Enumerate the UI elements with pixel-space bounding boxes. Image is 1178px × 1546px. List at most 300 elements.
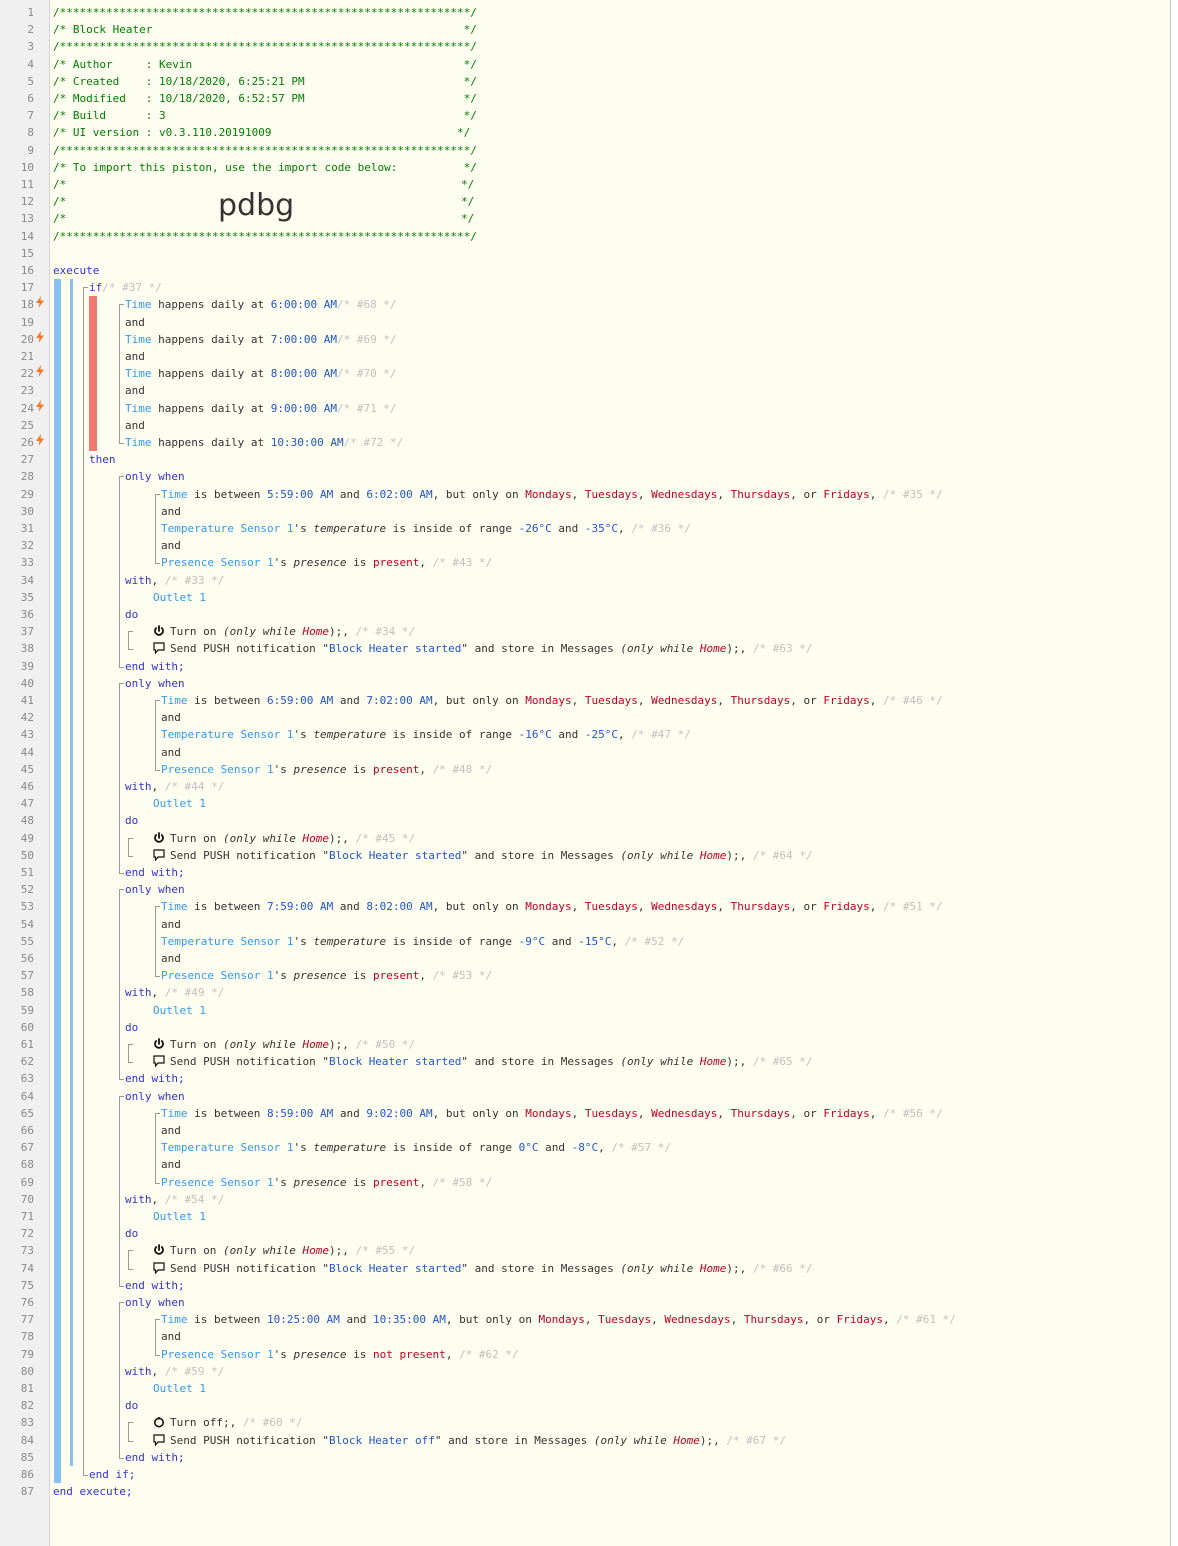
trigger-operator: happens daily at bbox=[151, 367, 271, 381]
trigger-time: 9:00:00 AM bbox=[270, 401, 337, 415]
store-text: " and store in Messages bbox=[461, 848, 621, 862]
day-wednesday: Wednesdays bbox=[651, 900, 718, 914]
condition-operator: is between bbox=[187, 1106, 267, 1120]
space: , bbox=[869, 900, 883, 914]
end-with-keyword: end with; bbox=[125, 1072, 185, 1086]
line-number: 81 bbox=[20, 1382, 34, 1395]
indent-guide bbox=[128, 1422, 133, 1441]
notification-message: Block Heater started bbox=[328, 848, 462, 862]
action-line bbox=[153, 1260, 812, 1277]
mode-home: Home bbox=[699, 1055, 727, 1069]
statement-id: /* #56 */ bbox=[882, 1106, 943, 1120]
header-rule: /**************************************************************/ bbox=[53, 40, 477, 54]
day-monday: Mondays bbox=[525, 900, 572, 914]
line-number: 38 bbox=[20, 642, 34, 656]
header-line bbox=[53, 228, 477, 245]
turn-on-command: Turn on bbox=[170, 1038, 223, 1051]
line-number: 52 bbox=[20, 883, 34, 897]
and-keyword: and bbox=[161, 1330, 181, 1344]
trigger-time: 8:00:00 AM bbox=[270, 367, 337, 381]
and-text: and bbox=[333, 694, 367, 707]
end-with-keyword: end with; bbox=[125, 866, 185, 879]
range-high: -15°C bbox=[578, 934, 612, 948]
line-number: 4 bbox=[27, 57, 34, 71]
possessive: 's bbox=[273, 762, 294, 776]
line-number: 26 bbox=[20, 436, 34, 449]
code-line bbox=[125, 417, 145, 434]
space: , bbox=[618, 522, 632, 535]
restriction-text: , but only on bbox=[445, 1313, 539, 1327]
day-tuesday: Tuesdays bbox=[584, 900, 638, 914]
presence-value: present bbox=[372, 1175, 420, 1189]
time-operand: Time bbox=[125, 367, 152, 381]
statement-id: /* #71 */ bbox=[336, 401, 397, 415]
space: , bbox=[151, 780, 165, 793]
day-thursday: Thursdays bbox=[730, 487, 791, 501]
statement-id: /* #51 */ bbox=[882, 900, 943, 914]
line-number: 61 bbox=[20, 1038, 34, 1051]
turn-on-command: Turn on bbox=[170, 625, 223, 639]
possessive: 's bbox=[293, 934, 314, 948]
header-line bbox=[461, 193, 474, 210]
code-line bbox=[125, 1363, 224, 1380]
power-icon bbox=[153, 1038, 165, 1050]
action-line bbox=[153, 1053, 812, 1070]
line-number: 27 bbox=[20, 453, 34, 467]
device-line bbox=[153, 1208, 206, 1225]
space: , bbox=[419, 969, 433, 983]
statement-id: /* #59 */ bbox=[164, 1364, 225, 1378]
presence-sensor-device: Presence Sensor 1 bbox=[161, 762, 274, 776]
header-rule: /**************************************************************/ bbox=[53, 6, 477, 19]
restriction-open: (only while bbox=[620, 642, 700, 656]
code-line bbox=[125, 382, 145, 399]
restriction-open: (only while bbox=[620, 1055, 700, 1069]
statement-id: /* #45 */ bbox=[355, 831, 416, 845]
line-number: 48 bbox=[20, 814, 34, 828]
line-number: 2 bbox=[27, 23, 34, 37]
line-number: 53 bbox=[20, 900, 34, 914]
header-line bbox=[53, 176, 66, 193]
code-line bbox=[125, 572, 224, 589]
separator: , bbox=[717, 694, 731, 707]
condition-line bbox=[161, 761, 492, 778]
line-number: 28 bbox=[20, 470, 34, 484]
day-monday: Mondays bbox=[525, 694, 572, 707]
condition-operator: is bbox=[346, 1347, 373, 1361]
space: , bbox=[342, 625, 356, 639]
outlet-device: Outlet 1 bbox=[153, 1003, 206, 1017]
condition-line bbox=[161, 967, 492, 984]
time-operand: Time bbox=[125, 332, 152, 346]
and-text: and bbox=[333, 900, 367, 914]
line-number: 44 bbox=[20, 745, 34, 759]
outlet-device: Outlet 1 bbox=[153, 1382, 206, 1395]
start-time: 8:59:00 AM bbox=[266, 1106, 334, 1120]
trigger-line bbox=[125, 400, 397, 417]
action-line bbox=[153, 623, 415, 640]
line-number: 22 bbox=[20, 367, 34, 381]
separator: , bbox=[637, 694, 652, 707]
indent-guide bbox=[128, 1044, 133, 1063]
message-icon bbox=[153, 1434, 165, 1446]
push-command: Send PUSH notification " bbox=[170, 1433, 329, 1447]
space: , bbox=[151, 986, 165, 1000]
and-keyword: and bbox=[125, 315, 145, 329]
day-monday: Mondays bbox=[538, 1313, 585, 1327]
line-number: 59 bbox=[20, 1003, 34, 1017]
space: , bbox=[229, 1416, 243, 1430]
only-when-keyword: only when bbox=[125, 883, 185, 897]
execute-block-bar bbox=[54, 279, 61, 1483]
header-line bbox=[53, 56, 477, 73]
presence-sensor-device: Presence Sensor 1 bbox=[161, 1175, 274, 1189]
line-number: 78 bbox=[20, 1330, 34, 1344]
mode-home: Home bbox=[673, 1433, 700, 1447]
day-friday: Fridays bbox=[823, 900, 870, 914]
attribute-presence: presence bbox=[293, 1175, 347, 1189]
line-number: 51 bbox=[20, 866, 34, 879]
time-operand: Time bbox=[161, 1313, 188, 1327]
end-time: 8:02:00 AM bbox=[366, 900, 433, 914]
day-friday: Fridays bbox=[823, 487, 870, 501]
code-line bbox=[125, 314, 145, 331]
condition-line bbox=[161, 520, 691, 537]
temperature-sensor-device: Temperature Sensor 1 bbox=[161, 522, 294, 535]
possessive: 's bbox=[293, 1141, 314, 1155]
line-number: 63 bbox=[20, 1072, 34, 1086]
line-number: 13 bbox=[20, 212, 34, 226]
attribute-presence: presence bbox=[293, 762, 347, 776]
action-line bbox=[153, 1242, 415, 1259]
indent-guide bbox=[119, 889, 124, 1080]
indent-guide bbox=[155, 700, 160, 771]
code-line bbox=[125, 606, 138, 623]
condition-operator: is between bbox=[187, 900, 267, 914]
attribute-temperature: temperature bbox=[313, 522, 387, 535]
line-number: 16 bbox=[20, 264, 34, 277]
code-line bbox=[125, 1294, 185, 1311]
message-icon bbox=[153, 1055, 165, 1067]
statement-id: /* #48 */ bbox=[432, 762, 493, 776]
day-wednesday: Wednesdays bbox=[664, 1313, 731, 1327]
mode-home: Home bbox=[699, 642, 727, 656]
import-note: /* To import this piston, use the import code below: */ bbox=[53, 160, 477, 174]
line-number: 80 bbox=[20, 1364, 34, 1378]
line-number: 29 bbox=[20, 487, 34, 501]
restriction-close: ); bbox=[726, 848, 740, 862]
line-number: 46 bbox=[20, 780, 34, 793]
header-line bbox=[461, 176, 474, 193]
range-high: -35°C bbox=[584, 522, 619, 535]
statement-id: /* #63 */ bbox=[752, 642, 813, 656]
turn-on-command: Turn on bbox=[170, 1244, 223, 1258]
notification-message: Block Heater started bbox=[328, 1261, 462, 1275]
condition-operator: is inside of range bbox=[386, 522, 519, 535]
action-line bbox=[153, 847, 812, 864]
and-keyword: and bbox=[161, 1158, 181, 1172]
statement-id: /* #34 */ bbox=[355, 625, 416, 639]
line-number: 84 bbox=[20, 1433, 34, 1447]
range-low: 0°C bbox=[518, 1141, 539, 1155]
space: , bbox=[739, 848, 753, 862]
range-high: -25°C bbox=[584, 728, 619, 742]
line-number: 60 bbox=[20, 1020, 34, 1034]
code-line bbox=[161, 744, 181, 761]
push-command: Send PUSH notification " bbox=[170, 848, 329, 862]
do-keyword: do bbox=[125, 1399, 139, 1413]
line-number: 41 bbox=[20, 694, 34, 707]
statement-id: /* #66 */ bbox=[752, 1261, 813, 1275]
header-line bbox=[53, 90, 477, 107]
and-text: and bbox=[551, 728, 585, 742]
with-keyword: with bbox=[125, 780, 152, 793]
time-operand: Time bbox=[125, 401, 152, 415]
line-number: 18 bbox=[20, 298, 34, 312]
statement-id: /* #50 */ bbox=[355, 1038, 416, 1051]
device-line bbox=[153, 1002, 206, 1019]
space: , bbox=[419, 1175, 433, 1189]
separator: , bbox=[584, 1313, 599, 1327]
condition-line bbox=[161, 1139, 671, 1156]
trigger-bolt-icon bbox=[36, 296, 44, 313]
line-number: 25 bbox=[20, 418, 34, 432]
condition-line bbox=[161, 486, 943, 503]
power-off-icon bbox=[153, 1416, 165, 1428]
only-when-keyword: only when bbox=[125, 1089, 185, 1103]
range-high: -8°C bbox=[571, 1141, 599, 1155]
and-keyword: and bbox=[161, 504, 181, 518]
end-with-keyword: end with; bbox=[125, 1278, 185, 1292]
statement-id: /* #60 */ bbox=[242, 1416, 303, 1430]
line-number: 47 bbox=[20, 797, 34, 811]
line-number: 8 bbox=[27, 126, 34, 140]
restriction-close: ); bbox=[726, 1055, 740, 1069]
indent-guide bbox=[128, 1250, 133, 1269]
line-number: 72 bbox=[20, 1227, 34, 1241]
condition-operator: is bbox=[346, 556, 373, 570]
time-operand: Time bbox=[161, 487, 188, 501]
and-keyword: and bbox=[161, 1124, 181, 1137]
with-keyword: with bbox=[125, 573, 152, 587]
trigger-line bbox=[125, 296, 397, 313]
end-time: 9:02:00 AM bbox=[366, 1106, 433, 1120]
statement-id: /* #62 */ bbox=[459, 1347, 519, 1361]
and-keyword: and bbox=[125, 418, 145, 432]
possessive: 's bbox=[273, 1175, 294, 1189]
line-number: 31 bbox=[20, 522, 34, 535]
code-line bbox=[125, 812, 138, 829]
end-with-keyword: end with; bbox=[125, 659, 185, 673]
statement-id: /* #43 */ bbox=[432, 556, 493, 570]
trigger-conditions-bar bbox=[89, 296, 97, 451]
header-line bbox=[461, 210, 474, 227]
condition-operator: is inside of range bbox=[386, 728, 519, 742]
time-operand: Time bbox=[125, 436, 152, 449]
store-text: " and store in Messages bbox=[461, 642, 621, 656]
trigger-line bbox=[125, 331, 397, 348]
line-number: 67 bbox=[20, 1141, 34, 1155]
code-line bbox=[125, 864, 185, 881]
separator: , bbox=[571, 487, 585, 501]
statement-id: /* #46 */ bbox=[882, 694, 943, 707]
message-icon bbox=[153, 1262, 165, 1274]
code-line bbox=[125, 1277, 185, 1294]
start-time: 6:59:00 AM bbox=[266, 694, 334, 707]
space: , bbox=[151, 573, 165, 587]
end-with-keyword: end with; bbox=[125, 1450, 185, 1464]
action-line bbox=[153, 1414, 302, 1431]
separator: , bbox=[651, 1313, 665, 1327]
code-line bbox=[125, 348, 145, 365]
space: , bbox=[342, 1244, 356, 1258]
presence-sensor-device: Presence Sensor 1 bbox=[161, 969, 274, 983]
comment-close: */ bbox=[461, 212, 475, 226]
end-time: 6:02:00 AM bbox=[366, 487, 433, 501]
space: , bbox=[869, 694, 883, 707]
trigger-operator: happens daily at bbox=[151, 332, 271, 346]
header-rule: /**************************************************************/ bbox=[53, 229, 477, 243]
mode-home: Home bbox=[302, 625, 329, 639]
line-number: 11 bbox=[20, 178, 34, 191]
day-tuesday: Tuesdays bbox=[584, 694, 638, 707]
trigger-line bbox=[125, 434, 403, 451]
line-number: 85 bbox=[20, 1450, 34, 1464]
restriction-close: ); bbox=[328, 1244, 343, 1258]
and-keyword: and bbox=[161, 745, 181, 759]
condition-line bbox=[161, 1105, 943, 1122]
day-monday: Mondays bbox=[525, 1106, 572, 1120]
start-time: 7:59:00 AM bbox=[266, 900, 334, 914]
line-number: 55 bbox=[20, 934, 34, 948]
author-field: /* Author : Kevin */ bbox=[53, 57, 477, 71]
code-line bbox=[125, 1449, 185, 1466]
statement-id: /* #64 */ bbox=[752, 848, 813, 862]
only-when-keyword: only when bbox=[125, 1296, 185, 1309]
import-code[interactable]: pdbg bbox=[218, 188, 295, 223]
condition-operator: is between bbox=[187, 1313, 267, 1327]
line-number: 42 bbox=[20, 711, 34, 725]
notification-message: Block Heater started bbox=[328, 642, 462, 656]
line-number: 75 bbox=[20, 1278, 34, 1292]
separator: , or bbox=[803, 1313, 837, 1327]
and-text: and bbox=[551, 522, 585, 535]
presence-value: present bbox=[372, 762, 420, 776]
condition-line bbox=[161, 726, 691, 743]
piston-title: /* Block Heater */ bbox=[53, 23, 477, 37]
line-number: 1 bbox=[27, 6, 34, 19]
possessive: 's bbox=[273, 556, 294, 570]
outlet-device: Outlet 1 bbox=[153, 797, 206, 811]
message-icon bbox=[153, 849, 165, 861]
condition-line bbox=[161, 1346, 519, 1363]
line-number: 76 bbox=[20, 1296, 34, 1309]
restriction-text: , but only on bbox=[432, 487, 526, 501]
separator: , bbox=[637, 1106, 652, 1120]
day-tuesday: Tuesdays bbox=[598, 1313, 652, 1327]
code-line bbox=[161, 1156, 181, 1173]
line-number: 3 bbox=[27, 40, 34, 54]
turn-on-command: Turn on bbox=[170, 831, 223, 845]
and-keyword: and bbox=[161, 952, 181, 965]
end-execute-keyword: end execute; bbox=[53, 1485, 133, 1499]
line-number: 62 bbox=[20, 1055, 34, 1069]
mode-home: Home bbox=[302, 1038, 329, 1051]
notification-message: Block Heater off bbox=[328, 1433, 435, 1447]
space: , bbox=[869, 487, 883, 501]
condition-line bbox=[161, 933, 684, 950]
time-operand: Time bbox=[161, 1106, 188, 1120]
space: , bbox=[419, 556, 433, 570]
line-number: 49 bbox=[20, 831, 34, 845]
line-number: 71 bbox=[20, 1210, 34, 1223]
restriction-close: ); bbox=[328, 625, 343, 639]
store-text: " and store in Messages bbox=[461, 1055, 621, 1069]
condition-line bbox=[161, 692, 943, 709]
day-wednesday: Wednesdays bbox=[651, 694, 718, 707]
ui-version-field: /* UI version : v0.3.110.20191009 */ bbox=[53, 126, 471, 140]
condition-operator: is bbox=[346, 1175, 373, 1189]
range-low: -9°C bbox=[518, 934, 546, 948]
day-friday: Fridays bbox=[836, 1313, 883, 1327]
if-keyword: if bbox=[89, 281, 103, 295]
mode-home: Home bbox=[699, 1261, 727, 1275]
time-operand: Time bbox=[125, 298, 152, 312]
indent-guide bbox=[83, 287, 88, 1476]
line-number: 36 bbox=[20, 608, 34, 621]
do-keyword: do bbox=[125, 1227, 139, 1241]
line-number: 87 bbox=[20, 1485, 34, 1499]
space: , bbox=[618, 728, 632, 742]
restriction-text: , but only on bbox=[432, 694, 526, 707]
day-tuesday: Tuesdays bbox=[584, 487, 638, 501]
time-operand: Time bbox=[161, 694, 188, 707]
end-time: 10:35:00 AM bbox=[372, 1313, 446, 1327]
code-line bbox=[161, 709, 181, 726]
message-icon bbox=[153, 642, 165, 654]
space: , bbox=[611, 934, 625, 948]
time-operand: Time bbox=[161, 900, 188, 914]
line-number: 6 bbox=[27, 92, 34, 105]
condition-operator: is inside of range bbox=[386, 1141, 519, 1155]
presence-value: present bbox=[372, 556, 420, 570]
and-text: and bbox=[545, 934, 579, 948]
line-number: 70 bbox=[20, 1192, 34, 1206]
indent-guide bbox=[128, 631, 133, 650]
indent-guide bbox=[119, 683, 124, 874]
trigger-operator: happens daily at bbox=[151, 436, 271, 449]
device-line bbox=[153, 589, 206, 606]
separator: , bbox=[571, 900, 585, 914]
trigger-operator: happens daily at bbox=[151, 298, 271, 312]
line-number: 64 bbox=[20, 1089, 34, 1103]
code-line bbox=[125, 984, 224, 1001]
separator: , or bbox=[790, 900, 824, 914]
indent-guide bbox=[119, 304, 124, 444]
presence-value: present bbox=[372, 969, 420, 983]
line-number: 50 bbox=[20, 848, 34, 862]
restriction-close: ); bbox=[699, 1433, 714, 1447]
push-command: Send PUSH notification " bbox=[170, 1055, 329, 1069]
day-wednesday: Wednesdays bbox=[651, 1106, 718, 1120]
power-icon bbox=[153, 1244, 165, 1256]
execute-keyword: execute bbox=[53, 264, 100, 277]
line-number: 65 bbox=[20, 1106, 34, 1120]
trigger-time: 7:00:00 AM bbox=[270, 332, 337, 346]
code-line bbox=[161, 1122, 181, 1139]
header-line bbox=[53, 21, 477, 38]
code-line bbox=[161, 950, 181, 967]
